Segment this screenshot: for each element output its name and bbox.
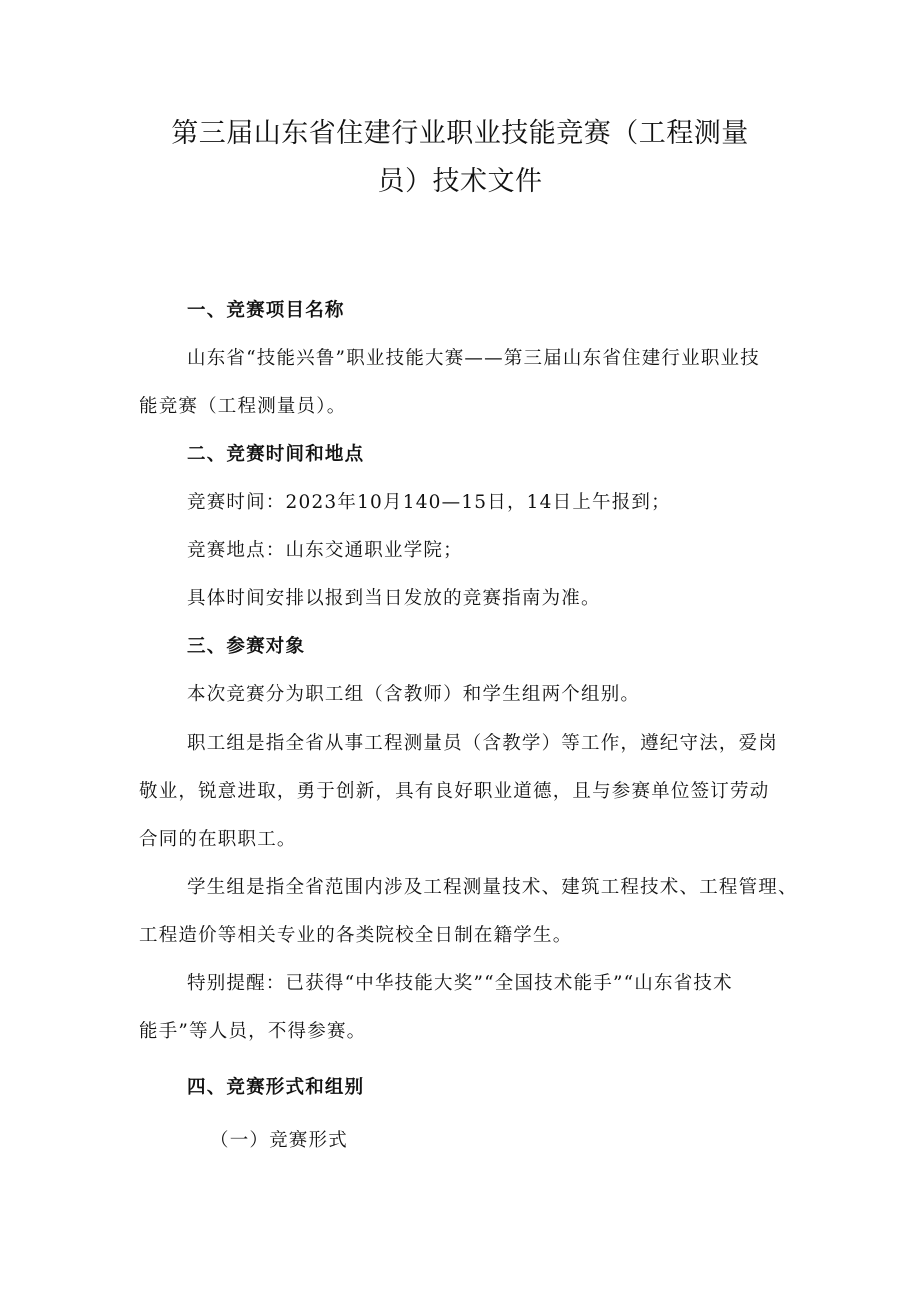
paragraph-line: 特别提醒：已获得“中华技能大奖”“全国技术能手”“山东省技术: [187, 973, 733, 994]
section-heading-2: 二、竞赛时间和地点: [187, 444, 365, 465]
paragraph-line: 竞赛地点：山东交通职业学院；: [187, 540, 463, 561]
subsection-heading: （一）竞赛形式: [210, 1130, 348, 1151]
section-heading-3: 三、参赛对象: [187, 636, 306, 657]
paragraph-line: 敬业，锐意进取，勇于创新，具有良好职业道德，且与参赛单位签订劳动: [139, 781, 770, 802]
section-heading-1: 一、竞赛项目名称: [187, 300, 345, 321]
paragraph-line: 山东省“技能兴鲁”职业技能大赛——第三届山东省住建行业职业技: [187, 348, 760, 369]
section-heading-4: 四、竞赛形式和组别: [187, 1077, 365, 1098]
paragraph-line: 工程造价等相关专业的各类院校全日制在籍学生。: [139, 925, 573, 946]
paragraph-line: 合同的在职职工。: [139, 829, 297, 850]
paragraph-line: 职工组是指全省从事工程测量员（含教学）等工作，遵纪守法，爱岗: [187, 733, 779, 754]
paragraph-line: 具体时间安排以报到当日发放的竞赛指南为准。: [187, 588, 601, 609]
paragraph-line: 能竞赛（工程测量员）。: [139, 396, 347, 417]
paragraph-line: 学生组是指全省范围内涉及工程测量技术、建筑工程技术、工程管理、: [187, 877, 798, 898]
document-title-line-2: 员）技术文件: [377, 166, 543, 197]
paragraph-line: 本次竞赛分为职工组（含教师）和学生组两个组别。: [187, 684, 641, 705]
document-title-line-1: 第三届山东省住建行业职业技能竞赛（工程测量: [171, 118, 749, 149]
paragraph-line: 能手”等人员，不得参赛。: [139, 1021, 367, 1042]
paragraph-line: 竞赛时间：2023年10月140—15日，14日上午报到；: [187, 492, 671, 513]
